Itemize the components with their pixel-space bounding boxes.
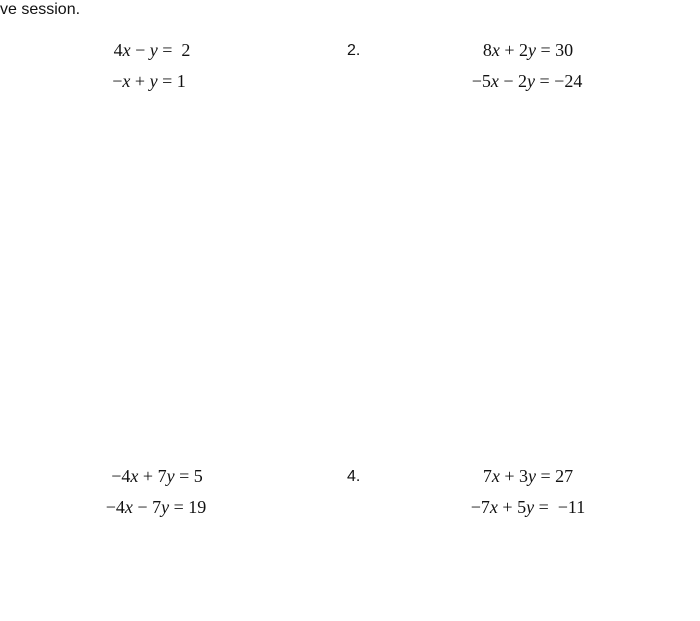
- problem-3-equation-1: −4x + 7y = 5: [111, 466, 203, 486]
- problem-1-equation-2: −x + y = 1: [112, 71, 186, 91]
- problem-4-equation-2: −7x + 5y = −11: [470, 497, 586, 517]
- instructions-text: ve session.: [0, 1, 81, 18]
- problem-2-equation-2: −5x − 2y = −24: [471, 71, 583, 91]
- problem-2-number: 2.: [347, 42, 361, 59]
- problem-4-equation-1: 7x + 3y = 27: [482, 466, 574, 486]
- problem-3-equation-2: −4x − 7y = 19: [105, 497, 207, 517]
- problem-4-number: 4.: [347, 468, 361, 485]
- problem-2-equation-1: 8x + 2y = 30: [482, 40, 574, 60]
- problem-1-equation-1: 4x − y = 2: [113, 40, 191, 60]
